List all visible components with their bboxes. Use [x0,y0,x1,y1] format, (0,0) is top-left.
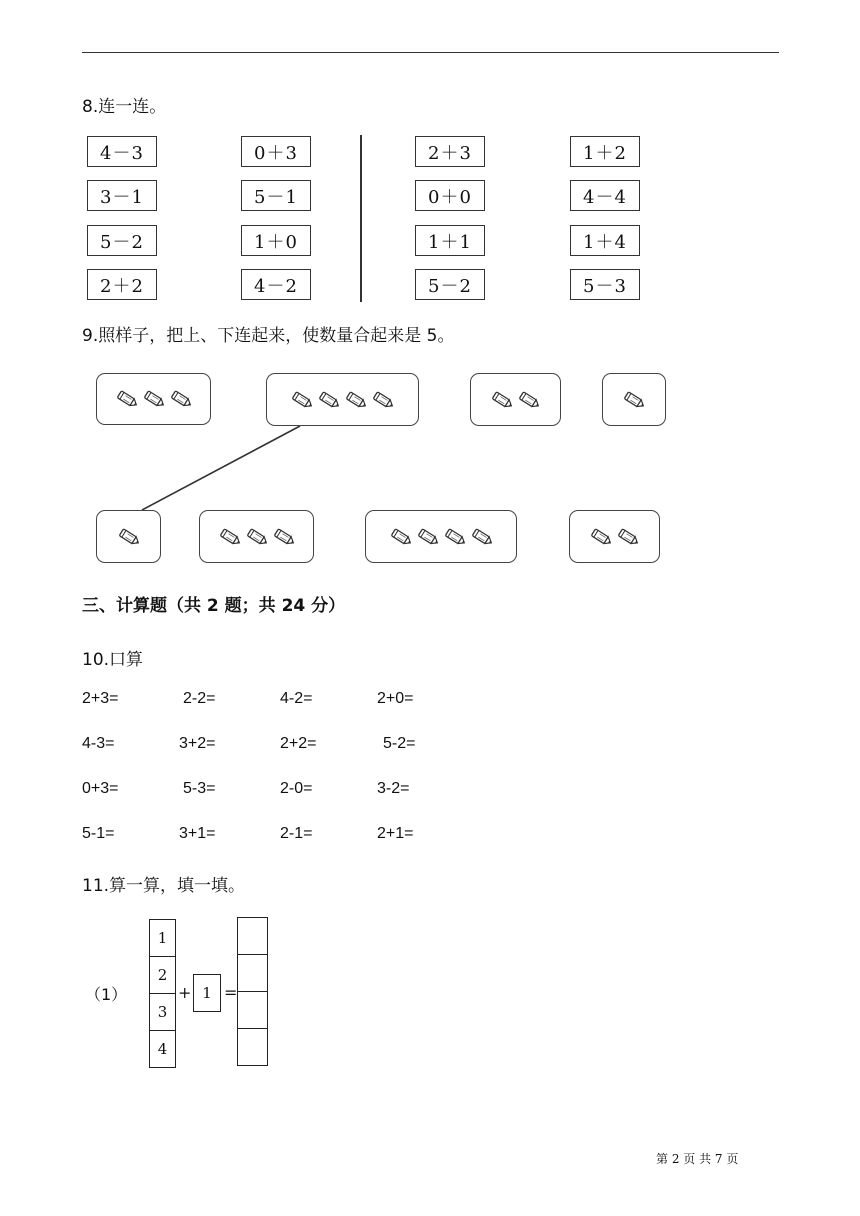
expr-box[interactable]: 4－3 [87,136,157,167]
expr-box[interactable]: 1＋2 [570,136,640,167]
answer-cell[interactable] [237,1028,268,1066]
oral-problem[interactable]: 2+3= [82,690,119,707]
expr-box[interactable]: 1＋0 [241,225,311,256]
pencil-group-bottom[interactable] [569,510,660,563]
q10-title: 10.口算 [82,650,144,670]
pencil-icon [416,527,440,547]
equals-sign: = [224,983,238,1002]
pencil-icon [443,527,467,547]
oral-problem[interactable]: 0+3= [82,780,119,797]
expr-box[interactable]: 5－2 [415,269,485,300]
q9-title: 9.照样子，把上、下连起来，使数量合起来是 5。 [82,326,455,346]
plus-sign: + [178,983,192,1002]
pencil-icon [490,390,514,410]
pencil-group-top[interactable] [266,373,419,426]
oral-problem[interactable]: 2-2= [183,690,216,707]
oral-problem[interactable]: 2+1= [377,825,414,842]
number-column-cell: 3 [149,993,176,1031]
pencil-icon [517,390,541,410]
section-heading: 三、计算题（共 2 题；共 24 分） [82,596,346,616]
pencil-icon [371,390,395,410]
expr-box[interactable]: 1＋4 [570,225,640,256]
expr-box[interactable]: 5－3 [570,269,640,300]
oral-problem[interactable]: 2-1= [280,825,313,842]
pencil-icon [622,390,646,410]
expr-box[interactable]: 2＋3 [415,136,485,167]
answer-cell[interactable] [237,917,268,955]
expr-box[interactable]: 2＋2 [87,269,157,300]
pencil-icon [389,527,413,547]
oral-problem[interactable]: 3-2= [377,780,410,797]
pencil-group-bottom[interactable] [199,510,314,563]
expr-box[interactable]: 1＋1 [415,225,485,256]
pencil-icon [344,390,368,410]
oral-problem[interactable]: 3+2= [179,735,216,752]
part-label: （1） [85,985,128,1004]
pencil-icon [589,527,613,547]
number-column-cell: 1 [149,919,176,957]
addend-box: 1 [193,974,221,1012]
pencil-icon [470,527,494,547]
pencil-group-top[interactable] [96,373,211,425]
q8-title: 8.连一连。 [82,97,167,117]
expr-box[interactable]: 0＋0 [415,180,485,211]
pencil-icon [115,389,139,409]
pencil-icon [616,527,640,547]
pencil-group-top[interactable] [602,373,666,426]
oral-problem[interactable]: 5-3= [183,780,216,797]
oral-problem[interactable]: 5-2= [383,735,416,752]
expr-box[interactable]: 4－4 [570,180,640,211]
number-column-cell: 2 [149,956,176,994]
answer-cell[interactable] [237,954,268,992]
oral-problem[interactable]: 2+2= [280,735,317,752]
expr-box[interactable]: 4－2 [241,269,311,300]
pencil-icon [117,527,141,547]
number-column-cell: 4 [149,1030,176,1068]
pencil-icon [169,389,193,409]
expr-box[interactable]: 5－1 [241,180,311,211]
oral-problem[interactable]: 2-0= [280,780,313,797]
pencil-group-bottom[interactable] [96,510,161,563]
q11-title: 11.算一算，填一填。 [82,876,246,896]
pencil-group-bottom[interactable] [365,510,517,563]
oral-problem[interactable]: 5-1= [82,825,115,842]
page-footer: 第 2 页 共 7 页 [656,1152,739,1166]
expr-box[interactable]: 3－1 [87,180,157,211]
answer-cell[interactable] [237,991,268,1029]
pencil-icon [317,390,341,410]
oral-problem[interactable]: 4-3= [82,735,115,752]
pencil-group-top[interactable] [470,373,561,426]
pencil-icon [218,527,242,547]
pencil-icon [245,527,269,547]
pencil-icon [272,527,296,547]
pencil-icon [290,390,314,410]
oral-problem[interactable]: 2+0= [377,690,414,707]
oral-problem[interactable]: 3+1= [179,825,216,842]
pencil-icon [142,389,166,409]
oral-problem[interactable]: 4-2= [280,690,313,707]
expr-box[interactable]: 5－2 [87,225,157,256]
expr-box[interactable]: 0＋3 [241,136,311,167]
